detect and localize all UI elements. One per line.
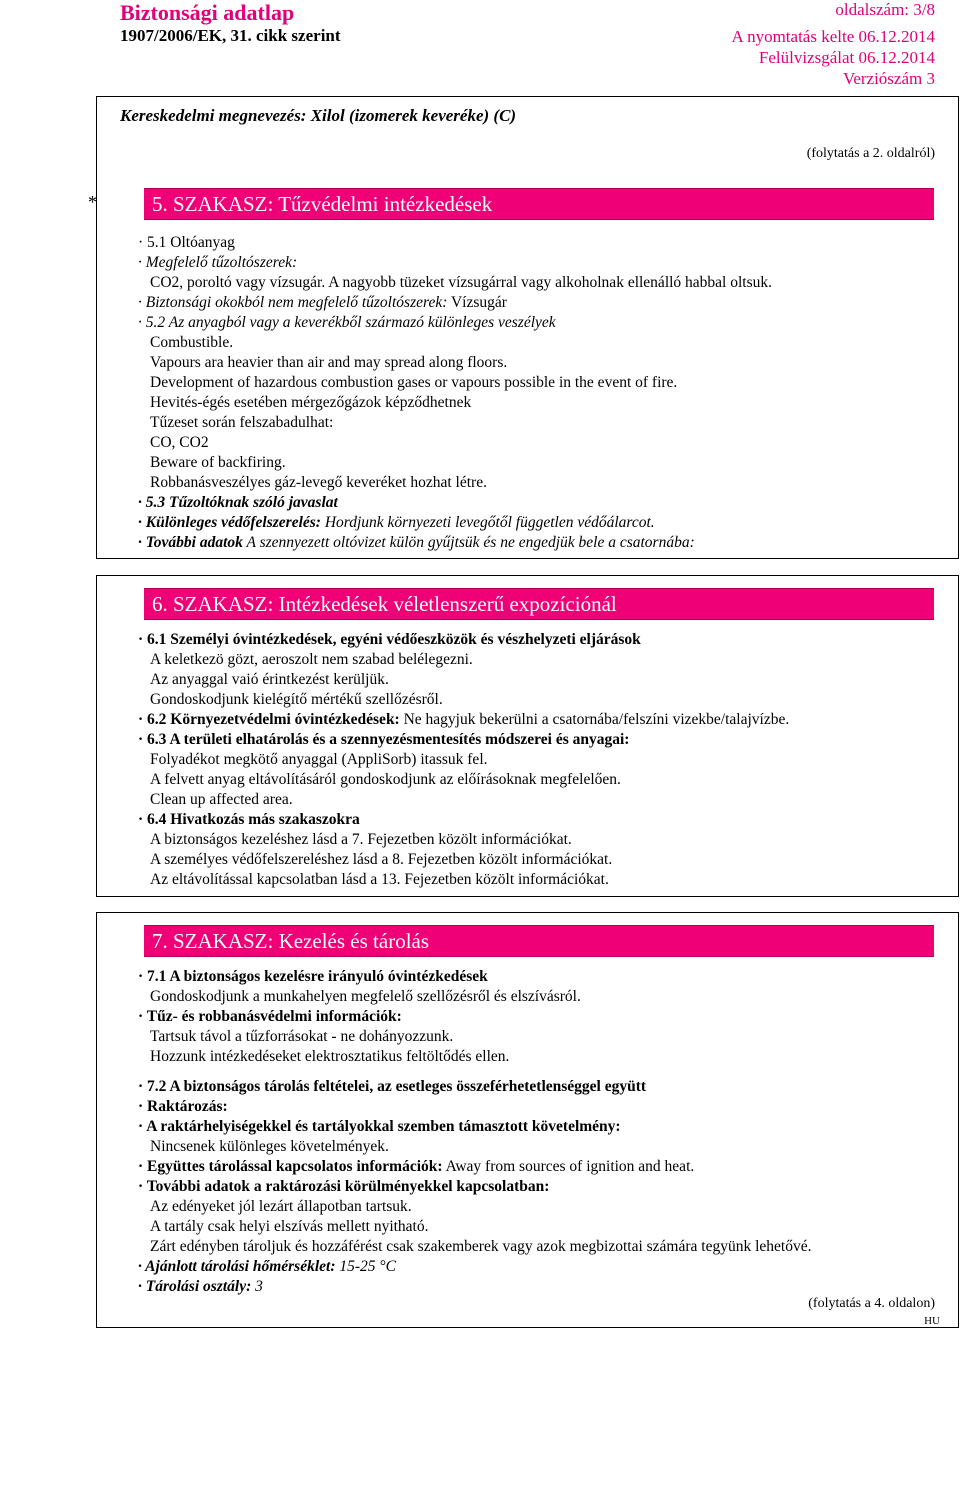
s5-line-suitable-agents: · Megfelelő tűzoltószerek: [138,254,298,271]
s5-unsuitable-value: Vízsugár [447,294,507,311]
s5-line-firefighter-advice: · 5.3 Tűzoltóknak szóló javaslat [138,494,338,511]
s5-line-vapours: Vapours ara heavier than air and may spread along floors. [150,354,508,371]
s5-protective-label: · Különleges védőfelszerelés: [138,514,321,531]
s7-class-value: 3 [251,1278,263,1295]
section-5-title: 5. SZAKASZ: Tűzvédelmi intézkedések [152,192,493,216]
s7-line-workplace-ventilation: Gondoskodjunk a munkahelyen megfelelő szellőzésről és elszívásról. [150,988,581,1005]
trade-name: Kereskedelmi megnevezés: Xilol (izomerek keveréke) (C) [120,106,517,125]
s7-temperature-label: · Ajánlott tárolási hőmérséklet: [138,1258,336,1275]
s5-line-protective-equipment [138,513,655,533]
s5-additional-label: · További adatok [138,534,243,551]
s7-line-keep-closed: Az edényeket jól lezárt állapotban tartsuk. [150,1198,412,1215]
s5-line-backfiring: Beware of backfiring. [150,454,286,471]
section-6-title: 6. SZAKASZ: Intézkedések véletlenszerű expozíciónál [152,592,617,616]
revision-asterisk: * [88,192,97,212]
s6-line-ref-chapter-8: A személyes védőfelszereléshez lásd a 8. Fejezetben közölt információkat. [150,851,613,868]
review-date: Felülvizsgálat 06.12.2014 [758,48,935,67]
s6-line-clean-up: Clean up affected area. [150,791,293,808]
s6-line-disposal: A felvett anyag eltávolításáról gondoskodjunk az előírásoknak megfelelően. [150,771,621,788]
s6-line-absorb: Folyadékot megkötő anyaggal (AppliSorb) itassuk fel. [150,751,488,768]
s7-line-storage: · Raktározás: [138,1098,228,1115]
continued-to-note: (folytatás a 4. oldalon) [808,1296,935,1311]
document-title: Biztonsági adatlap [120,0,295,25]
s7-joint-storage-value: Away from sources of ignition and heat. [442,1158,695,1175]
section-5-heading [144,188,934,220]
s5-line-co-co2: CO, CO2 [150,434,209,451]
s6-line-ventilation: Gondoskodjunk kielégítő mértékű szellőzésről. [150,691,443,708]
s7-line-joint-storage [138,1157,694,1177]
section-6-heading [144,588,934,620]
s6-line-ref-chapter-13: Az eltávolítással kapcsolatban lásd a 13. Fejezetben közölt információkat. [150,871,609,888]
section-7-title: 7. SZAKASZ: Kezelés és tárolás [152,929,430,953]
s6-line-references: · 6.4 Hivatkozás más szakaszokra [138,811,360,828]
s7-line-open-with-extraction: A tartály csak helyi elszívás mellett nyitható. [150,1218,429,1235]
s5-unsuitable-label: · Biztonsági okokból nem megfelelő tűzoltószerek: [138,294,448,311]
version-number: Verziószám 3 [842,69,935,88]
s6-line-ref-chapter-7: A biztonságos kezeléshez lásd a 7. Fejezetben közölt információkat. [150,831,572,848]
s5-line-suitable-agents-text: CO2, poroltó vagy vízsugár. A nagyobb tüzeket vízsugárral vagy alkoholnak ellenálló habbal oltsuk. [150,274,773,291]
s5-line-combustion-gases: Development of hazardous combustion gases or vapours possible in the event of fire. [150,374,678,391]
s6-line-no-inhale: A keletkezö gözt, aeroszolt nem szabad belélegezni. [150,651,473,668]
print-date: A nyomtatás kelte 06.12.2014 [731,27,935,46]
s5-line-extinguishing: · 5.1 Oltóanyag [138,234,235,251]
s6-environmental-value: Ne hagyjuk bekerülni a csatornába/felszíni vizekbe/talajvízbe. [399,711,790,728]
s7-line-electrostatic: Hozzunk intézkedéseket elektrosztatikus feltöltődés ellen. [150,1048,510,1065]
s6-line-containment: · 6.3 A területi elhatárolás és a szennyezésmentesítés módszerei és anyagai: [138,731,630,748]
s5-line-unsuitable-agents [138,293,507,313]
s7-line-storeroom-requirements: · A raktárhelyiségekkel és tartályokkal szemben támasztott követelmény: [138,1118,621,1135]
s7-line-fire-protection: · Tűz- és robbanásvédelmi információk: [138,1008,402,1025]
page-number: oldalszám: 3/8 [835,0,935,19]
s5-line-combustible: Combustible. [150,334,234,351]
s6-environmental-label: · 6.2 Környezetvédelmi óvintézkedések: [138,711,400,728]
s5-line-additional-info [138,533,695,553]
s7-line-restricted-access: Zárt edényben tároljuk és hozzáférést csak szakemberek vagy azok megbizottai számára tegyünk lehetővé. [150,1238,812,1255]
regulation-reference: 1907/2006/EK, 31. cikk szerint [120,26,341,45]
s5-protective-value: Hordjunk környezeti levegőtől független védőálarcot. [320,514,655,531]
language-code: HU [924,1315,940,1327]
s7-line-further-storage-info: · További adatok a raktározási körülményekkel kapcsolatban: [138,1178,550,1195]
s7-line-safe-storage: · 7.2 A biztonságos tárolás feltételei, az esetleges összeférhetetlenséggel együtt [138,1078,647,1095]
s7-line-storage-class [138,1277,263,1297]
s5-line-explosive-mixture: Robbanásveszélyes gáz-levegő keveréket hozhat létre. [150,474,487,491]
s7-line-no-smoking: Tartsuk távol a tűzforrásokat - ne dohányozzunk. [150,1028,454,1045]
s6-line-environmental [138,710,789,730]
s7-line-storage-temperature [138,1257,396,1277]
s6-line-avoid-contact: Az anyaggal vaió érintkezést kerüljük. [150,671,389,688]
s5-line-toxic-gases: Hevités-égés esetében mérgezőgázok képződhetnek [150,394,472,411]
s7-class-label: · Tárolási osztály: [138,1278,252,1295]
s7-temperature-value: 15-25 °C [335,1258,396,1275]
s5-line-released-in-fire: Tűzeset során felszabadulhat: [150,414,334,431]
s7-joint-storage-label: · Együttes tárolással kapcsolatos információk: [138,1158,443,1175]
s7-line-no-requirements: Nincsenek különleges követelmények. [150,1138,389,1155]
section-7-heading [144,925,934,957]
s5-additional-value: A szennyezett oltóvizet külön gyűjtsük és ne engedjük bele a csatornába: [242,534,695,551]
s6-line-personal-precautions: · 6.1 Személyi óvintézkedések, egyéni védőeszközök és vészhelyzeti eljárások [138,631,641,648]
s7-line-safe-handling: · 7.1 A biztonságos kezelésre irányuló óvintézkedések [138,968,488,985]
s5-line-special-hazards: · 5.2 Az anyagból vagy a keverékből származó különleges veszélyek [138,314,556,331]
continued-from-note: (folytatás a 2. oldalról) [806,146,935,161]
